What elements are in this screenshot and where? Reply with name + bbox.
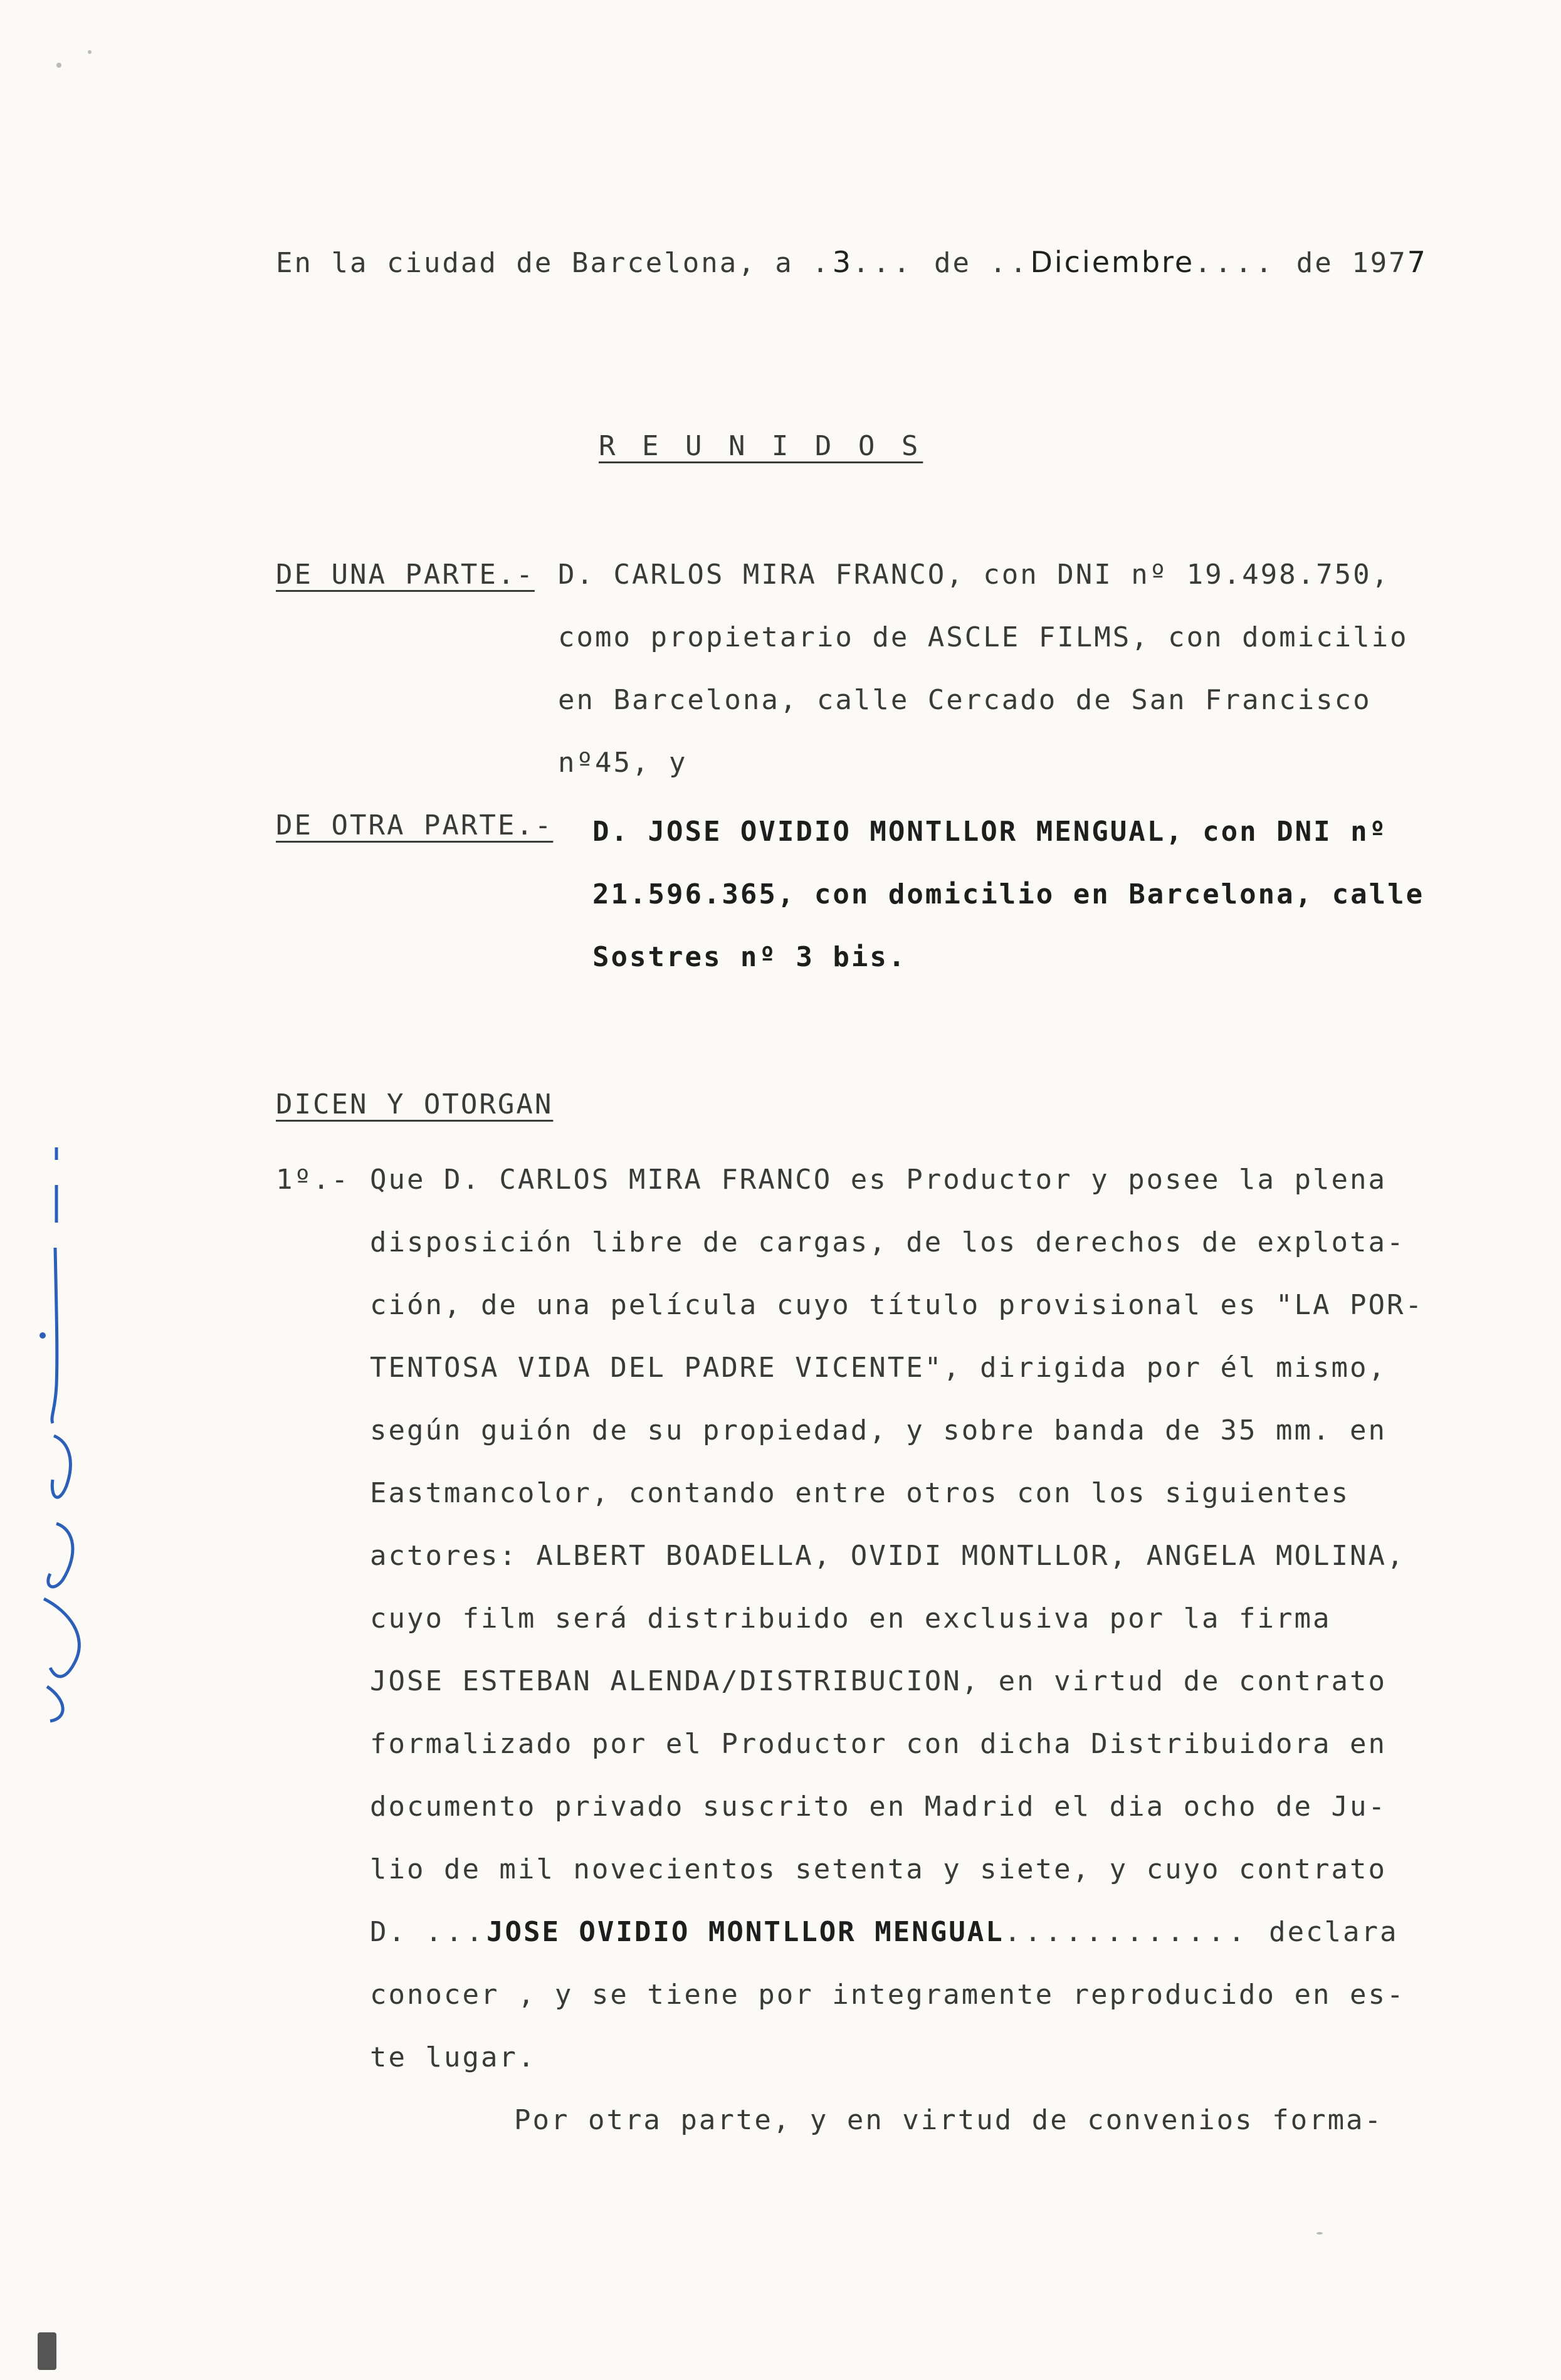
day-value: 3: [832, 245, 853, 279]
declara-suffix: declara: [1269, 1916, 1399, 1948]
clause-number: 1º.-: [276, 1164, 350, 1196]
clause-line: lio de mil novecientos setenta y siete, y cuyo contrato: [370, 1853, 1387, 1885]
clause-line: formalizado por el Productor con dicha Distribuidora en: [370, 1728, 1387, 1760]
date-line: En la ciudad de Barcelona, a .3... de ..Diciembre.... de 1977: [276, 245, 1427, 279]
year-digit: 7: [1407, 245, 1427, 279]
scan-speck: [56, 63, 61, 68]
party2-line: D. JOSE OVIDIO MONTLLOR MENGUAL, con DNI nº: [592, 816, 1388, 848]
city-prefix: En la ciudad de Barcelona, a: [276, 247, 794, 279]
scan-edge: [38, 2332, 56, 2370]
de-1: de: [933, 247, 971, 279]
paragraph-2: Por otra parte, y en virtud de convenios forma-: [514, 2104, 1384, 2136]
party1-label: DE UNA PARTE.-: [276, 559, 535, 591]
party1-line: nº45, y: [558, 747, 688, 779]
clause-line: según guión de su propiedad, y sobre banda de 35 mm. en: [370, 1414, 1387, 1446]
clause-line: actores: ALBERT BOADELLA, OVIDI MONTLLOR, ANGELA MOLINA,: [370, 1540, 1406, 1572]
clause-line: disposición libre de cargas, de los derechos de explota-: [370, 1226, 1406, 1258]
scan-speck: [88, 50, 92, 54]
declara-prefix: D.: [370, 1916, 407, 1948]
month-value: Diciembre: [1030, 245, 1195, 279]
section-heading: DICEN Y OTORGAN: [276, 1088, 554, 1120]
declara-line: D. ...JOSE OVIDIO MONTLLOR MENGUAL............ declara: [370, 1916, 1399, 1948]
year-prefix: 197: [1352, 247, 1407, 279]
clause-line: Eastmancolor, contando entre otros con los siguientes: [370, 1477, 1350, 1509]
party2-line: 21.596.365, con domicilio en Barcelona, calle: [592, 878, 1425, 910]
party1-line: como propietario de ASCLE FILMS, con domicilio: [558, 621, 1409, 653]
clause-line: documento privado suscrito en Madrid el dia ocho de Ju-: [370, 1791, 1387, 1823]
party2-line: Sostres nº 3 bis.: [592, 941, 907, 973]
declara-name: JOSE OVIDIO MONTLLOR MENGUAL: [486, 1916, 1004, 1948]
clause-line: ción, de una película cuyo título provisional es "LA POR-: [370, 1289, 1424, 1321]
page-title: R E U N I D O S: [599, 430, 923, 462]
clause-line: TENTOSA VIDA DEL PADRE VICENTE", dirigida por él mismo,: [370, 1352, 1387, 1384]
clause-after-line: te lugar.: [370, 2041, 537, 2073]
de-2: de: [1296, 247, 1333, 279]
clause-line: cuyo film será distribuido en exclusiva por la firma: [370, 1603, 1332, 1635]
party2-label: DE OTRA PARTE.-: [276, 809, 554, 841]
clause-line: JOSE ESTEBAN ALENDA/DISTRIBUCION, en virtud de contrato: [370, 1665, 1387, 1697]
party1-line: en Barcelona, calle Cercado de San Francisco: [558, 684, 1372, 716]
clause-line: Que D. CARLOS MIRA FRANCO es Productor y posee la plena: [370, 1164, 1387, 1196]
party1-line: D. CARLOS MIRA FRANCO, con DNI nº 19.498.750,: [558, 559, 1390, 591]
margin-signature: [31, 1147, 119, 1724]
clause-after-line: conocer , y se tiene por integramente reproducido en es-: [370, 1979, 1406, 2011]
scan-speck: [1317, 2232, 1323, 2235]
